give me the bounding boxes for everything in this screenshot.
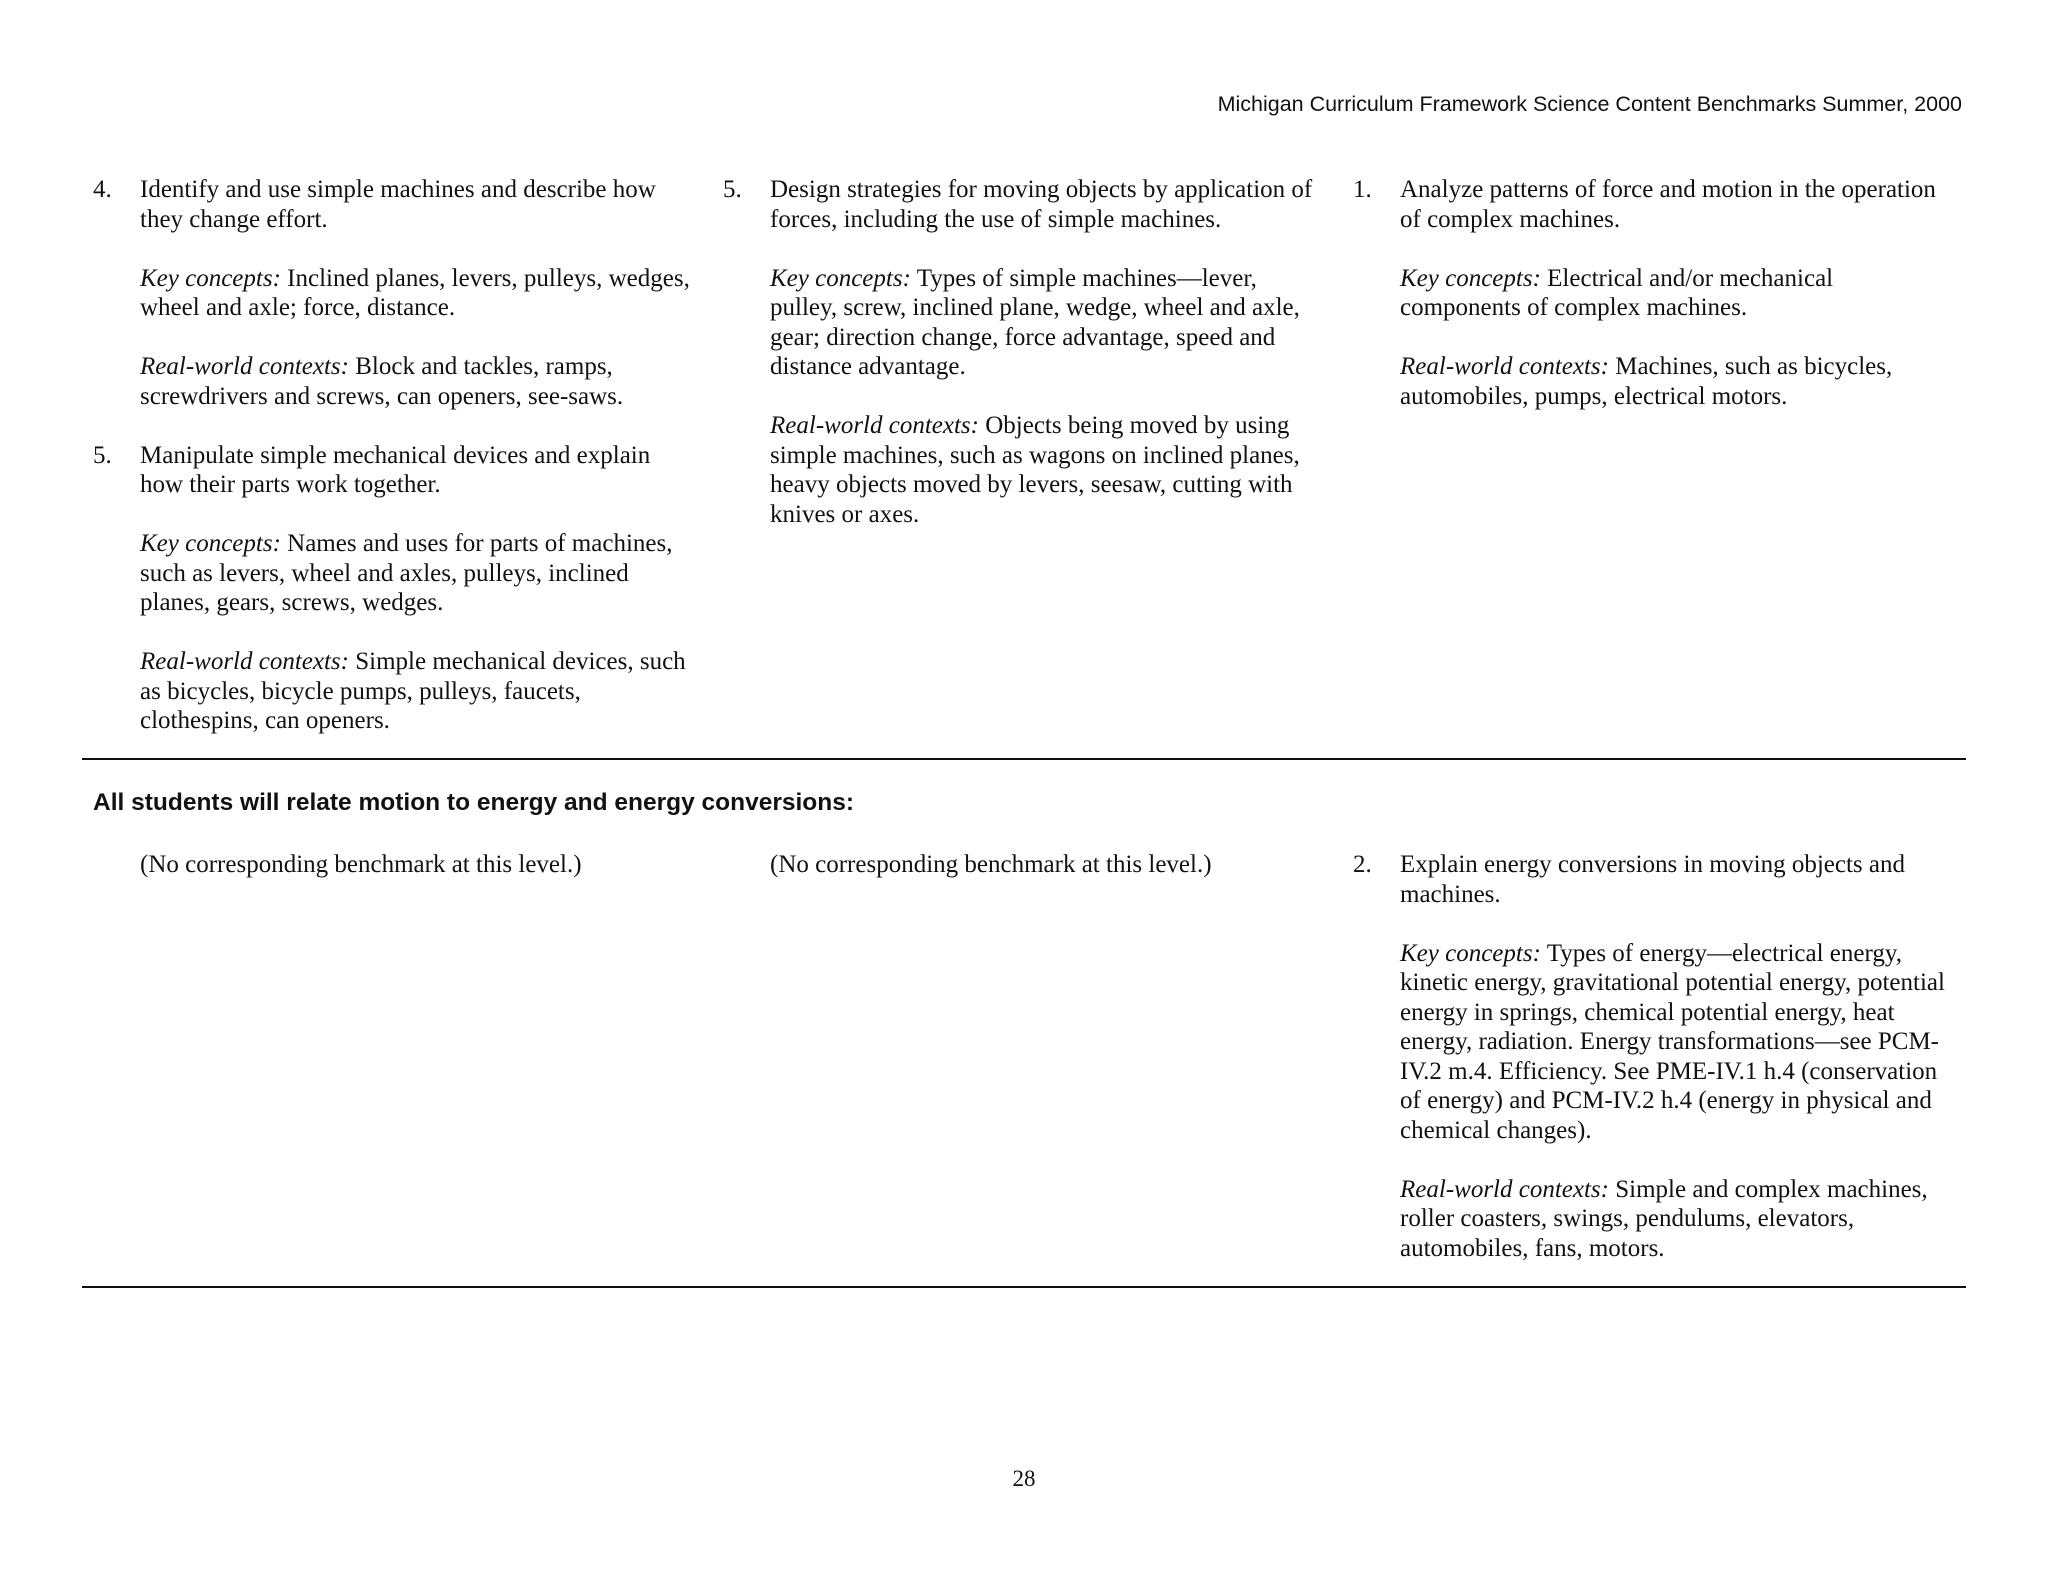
key-concepts-label: Key concepts:: [140, 530, 281, 557]
benchmark-text: Analyze patterns of force and motion in the operation of complex machines.: [1400, 176, 1936, 233]
benchmark-text: Manipulate simple mechanical devices and explain how their parts work together.: [140, 441, 651, 498]
key-concepts-label: Key concepts:: [1400, 939, 1541, 967]
key-concepts-text: Types of energy—electrical energy, kinetic energy, gravitational potential energy, potential energy in springs, chemical potential energy, heat energy, radiation. Energy transformations—see PCM-IV.2 m.4. Efficiency. See PME-IV.1 h.4 (conservation of energy) and PCM-IV.2 h.4 (energy in physical and chemical changes).: [1400, 939, 1945, 1144]
benchmark-text: Identify and use simple machines and describe how they change effort.: [140, 176, 656, 233]
real-world-contexts: [1400, 1175, 1953, 1264]
real-world-contexts: [140, 647, 693, 736]
no-benchmark-note: (No corresponding benchmark at this level.): [770, 851, 1212, 878]
benchmark-text: Explain energy conversions in moving objects and machines.: [1400, 851, 1905, 908]
section-divider: [82, 1286, 1966, 1288]
running-header: Michigan Curriculum Framework Science Content Benchmarks Summer, 2000: [1217, 92, 1962, 116]
key-concepts-label: Key concepts:: [1400, 264, 1541, 292]
key-concepts: [1400, 264, 1953, 323]
key-concepts: [770, 264, 1323, 382]
key-concepts-label: Key concepts:: [770, 264, 911, 292]
benchmark-text: Design strategies for moving objects by application of forces, including the use of simple machines.: [770, 176, 1313, 233]
section-heading: All students will relate motion to energy and energy conversions:: [93, 789, 855, 816]
top-column-1: [93, 175, 693, 736]
real-world-label: Real-world contexts:: [140, 648, 349, 675]
real-world-label: Real-world contexts:: [770, 412, 979, 439]
benchmark-item: [93, 441, 693, 736]
key-concepts-text: Types of simple machines—lever, pulley, screw, inclined plane, wedge, wheel and axle, gear; direction change, force advantage, speed and distance advantage.: [770, 264, 1300, 380]
real-world-contexts: [140, 352, 693, 411]
real-world-text: Block and tackles, ramps, screwdrivers and screws, can openers, see-saws.: [140, 353, 624, 410]
real-world-text: Objects being moved by using simple machines, such as wagons on inclined planes, heavy objects moved by levers, seesaw, cutting with knives or axes.: [770, 412, 1300, 528]
benchmark-number: 4.: [93, 176, 112, 203]
no-benchmark-note: (No corresponding benchmark at this level.): [140, 851, 582, 878]
key-concepts: [1400, 939, 1953, 1146]
benchmark-number: 1.: [1353, 176, 1372, 203]
key-concepts-text: Electrical and/or mechanical components of complex machines.: [1400, 264, 1834, 321]
real-world-contexts: [770, 411, 1323, 529]
real-world-label: Real-world contexts:: [140, 353, 349, 380]
top-column-2: [723, 175, 1323, 529]
key-concepts-text: Inclined planes, levers, pulleys, wedges, wheel and axle; force, distance.: [140, 264, 690, 321]
benchmark-number: 2.: [1353, 851, 1372, 878]
benchmark-item: [93, 175, 693, 411]
top-column-3: [1353, 175, 1953, 411]
benchmark-number: 5.: [93, 441, 112, 469]
real-world-text: Simple and complex machines, roller coasters, swings, pendulums, elevators, automobiles, fans, motors.: [1400, 1175, 1928, 1262]
benchmark-item: [1353, 175, 1953, 411]
key-concepts: [140, 264, 693, 323]
real-world-contexts: [1400, 352, 1953, 411]
key-concepts: [140, 529, 693, 618]
key-concepts-label: Key concepts:: [140, 264, 281, 292]
bottom-column-3: [1353, 850, 1953, 1263]
section-divider: [82, 758, 1966, 760]
real-world-text: Machines, such as bicycles, automobiles, pumps, electrical motors.: [1400, 353, 1893, 410]
real-world-label: Real-world contexts:: [1400, 353, 1609, 380]
real-world-label: Real-world contexts:: [1400, 1175, 1609, 1203]
benchmark-item: [723, 175, 1323, 529]
page-number: 28: [1012, 1466, 1036, 1491]
real-world-text: Simple mechanical devices, such as bicycles, bicycle pumps, pulleys, faucets, clothespins, can openers.: [140, 648, 686, 734]
key-concepts-text: Names and uses for parts of machines, such as levers, wheel and axles, pulleys, inclined planes, gears, screws, wedges.: [140, 530, 673, 616]
benchmark-item: [1353, 850, 1953, 1263]
benchmark-number: 5.: [723, 176, 742, 203]
